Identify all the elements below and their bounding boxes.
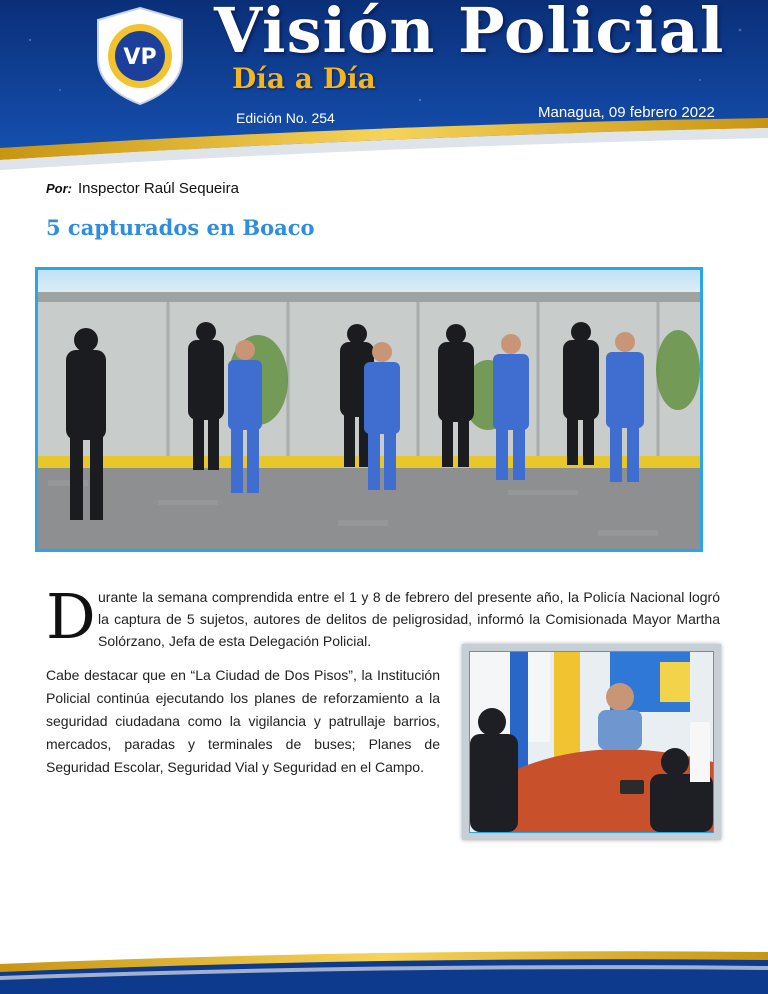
masthead-title: Visión Policial xyxy=(214,0,725,67)
vp-shield-logo xyxy=(92,6,188,106)
side-photo xyxy=(469,651,714,833)
masthead-banner xyxy=(0,0,768,170)
main-photo xyxy=(35,267,703,552)
edition-number: Edición No. 254 xyxy=(236,110,335,126)
byline xyxy=(46,180,239,197)
side-photo-illustration xyxy=(470,652,713,832)
main-photo-illustration xyxy=(38,270,700,549)
article-paragraph-1: urante la semana comprendida entre el 1 y 8 de febrero del presente año, la Policía Nacional logró la captura de 5 sujetos, autores de delitos de peligrosidad, informó la Comisionada Mayor Martha Solórzano, Jefa de esta Delegación Policial. xyxy=(98,589,720,649)
byline-prefix: Por: xyxy=(46,181,72,196)
footer-band xyxy=(0,950,768,994)
article-paragraph-2: Cabe destacar que en “La Ciudad de Dos Pisos”, la Institución Policial continúa ejecutando los planes de reforzamiento a la seguridad ciudadana como la vigilancia y patrullaje barrios, mercados, paradas y terminales de buses; Planes de Seguridad Escolar, Seguridad Vial y Seguridad en el Campo. xyxy=(46,667,440,775)
byline-author: Inspector Raúl Sequeira xyxy=(78,180,239,197)
masthead-subtitle: Día a Día xyxy=(232,62,376,95)
article-headline: 5 capturados en Boaco xyxy=(46,215,315,240)
dateline: Managua, 09 febrero 2022 xyxy=(538,104,715,121)
drop-cap: D xyxy=(46,580,96,653)
svg-text:VP: VP xyxy=(123,45,157,70)
side-photo-frame xyxy=(462,644,721,840)
